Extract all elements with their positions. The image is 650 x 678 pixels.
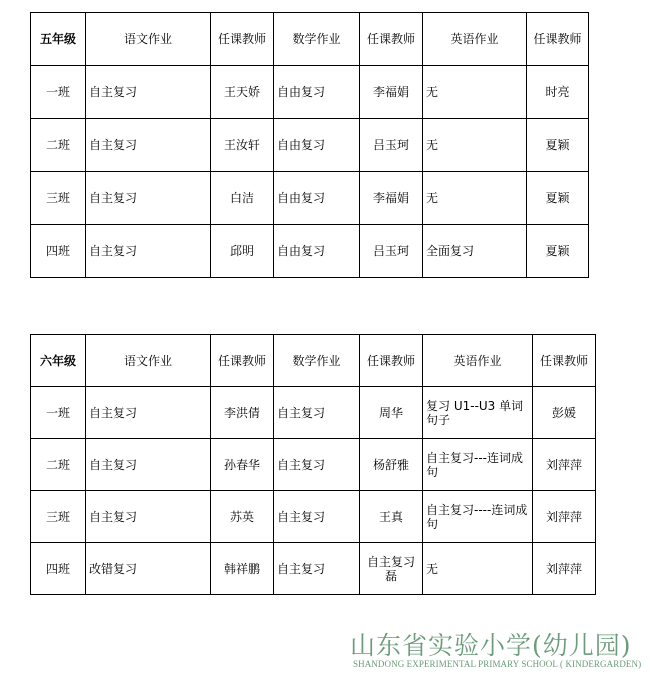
school-name-chinese: 山东省实验小学(幼儿园)	[350, 631, 632, 660]
table-row	[31, 225, 589, 278]
chinese-teacher: 王天娇	[211, 66, 274, 119]
chinese-homework: 自主复习	[86, 225, 211, 278]
chinese-teacher: 苏英	[211, 491, 274, 543]
math-homework: 自由复习	[274, 66, 360, 119]
header-english-homework: 英语作业	[423, 335, 533, 387]
math-homework: 自主复习	[274, 491, 360, 543]
english-teacher: 彭媛	[533, 387, 596, 439]
header-math-teacher: 任课教师	[360, 335, 423, 387]
chinese-teacher: 孙春华	[211, 439, 274, 491]
math-homework: 自主复习	[274, 439, 360, 491]
english-homework: 无	[423, 119, 527, 172]
chinese-homework: 自主复习	[86, 491, 211, 543]
english-teacher: 时亮	[527, 66, 589, 119]
math-teacher: 吕玉珂	[360, 119, 423, 172]
english-teacher: 夏颖	[527, 225, 589, 278]
grade-title: 五年级	[31, 13, 86, 66]
chinese-homework: 自主复习	[86, 66, 211, 119]
math-teacher: 李福娟	[360, 66, 423, 119]
chinese-homework: 自主复习	[86, 439, 211, 491]
grade5-homework-table	[30, 12, 589, 278]
table-row	[31, 439, 596, 491]
table-row	[31, 543, 596, 595]
table-header-row	[31, 13, 589, 66]
english-homework: 自主复习---连词成句	[423, 439, 533, 491]
english-homework: 无	[423, 66, 527, 119]
header-math-homework: 数学作业	[274, 13, 360, 66]
english-teacher: 刘萍萍	[533, 439, 596, 491]
class-name: 三班	[31, 172, 86, 225]
header-english-teacher: 任课教师	[533, 335, 596, 387]
english-teacher: 刘萍萍	[533, 543, 596, 595]
math-teacher: 吕玉珂	[360, 225, 423, 278]
table-row	[31, 172, 589, 225]
header-chinese-homework: 语文作业	[86, 13, 211, 66]
table-row	[31, 66, 589, 119]
header-math-teacher: 任课教师	[360, 13, 423, 66]
chinese-teacher: 李洪倩	[211, 387, 274, 439]
math-teacher: 杨舒雅	[360, 439, 423, 491]
math-teacher: 王真	[360, 491, 423, 543]
english-homework: 无	[423, 543, 533, 595]
table-row	[31, 119, 589, 172]
class-name: 二班	[31, 119, 86, 172]
header-english-homework: 英语作业	[423, 13, 527, 66]
english-homework: 复习 U1--U3 单词句子	[423, 387, 533, 439]
grade-title: 六年级	[31, 335, 86, 387]
chinese-teacher: 韩祥鹏	[211, 543, 274, 595]
chinese-teacher: 王汝轩	[211, 119, 274, 172]
school-logo	[350, 626, 642, 672]
math-teacher: 周华	[360, 387, 423, 439]
english-homework: 无	[423, 172, 527, 225]
chinese-homework: 自主复习	[86, 387, 211, 439]
school-name-english: SHANDONG EXPERIMENTAL PRIMARY SCHOOL ( KINDERGARDEN)	[353, 659, 642, 669]
english-teacher: 刘萍萍	[533, 491, 596, 543]
math-homework: 自由复习	[274, 119, 360, 172]
math-homework: 自由复习	[274, 172, 360, 225]
class-name: 一班	[31, 387, 86, 439]
chinese-homework: 自主复习	[86, 119, 211, 172]
english-homework: 自主复习----连词成句	[423, 491, 533, 543]
english-teacher: 夏颖	[527, 172, 589, 225]
math-homework: 自由复习	[274, 225, 360, 278]
header-math-homework: 数学作业	[274, 335, 360, 387]
chinese-homework: 改错复习	[86, 543, 211, 595]
header-chinese-teacher: 任课教师	[211, 13, 274, 66]
math-teacher: 自主复习 磊	[360, 543, 423, 595]
chinese-teacher: 邱明	[211, 225, 274, 278]
class-name: 四班	[31, 543, 86, 595]
header-chinese-teacher: 任课教师	[211, 335, 274, 387]
header-english-teacher: 任课教师	[527, 13, 589, 66]
class-name: 二班	[31, 439, 86, 491]
math-homework: 自主复习	[274, 387, 360, 439]
class-name: 四班	[31, 225, 86, 278]
table-header-row	[31, 335, 596, 387]
table-row	[31, 387, 596, 439]
chinese-homework: 自主复习	[86, 172, 211, 225]
english-homework: 全面复习	[423, 225, 527, 278]
class-name: 三班	[31, 491, 86, 543]
table-row	[31, 491, 596, 543]
math-homework: 自主复习	[274, 543, 360, 595]
class-name: 一班	[31, 66, 86, 119]
grade6-homework-table	[30, 334, 596, 595]
math-teacher: 李福娟	[360, 172, 423, 225]
header-chinese-homework: 语文作业	[86, 335, 211, 387]
english-teacher: 夏颖	[527, 119, 589, 172]
chinese-teacher: 白洁	[211, 172, 274, 225]
